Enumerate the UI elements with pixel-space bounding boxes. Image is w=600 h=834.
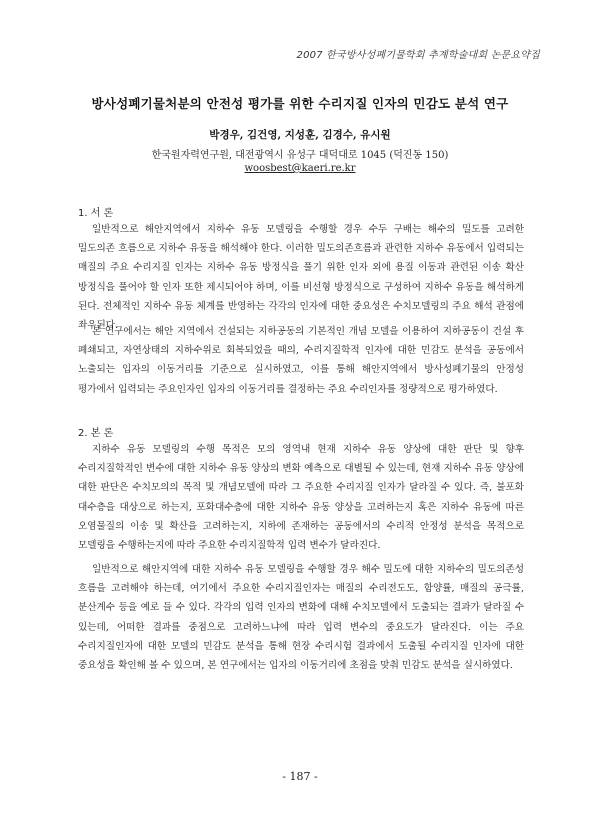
paper-title: 방사성폐기물처분의 안전성 평가를 위한 수리지질 인자의 민감도 분석 연구 (91, 96, 509, 111)
intro-paragraph-2: 본 연구에서는 해안 지역에서 건설되는 지하공동의 기본적인 개념 모델을 이용하여 지하공동이 건설 후 폐쇄되고, 자연상태의 지하수위로 회복되었을 때의, 수리지질학적 인자에 대한 민감도 분석을 공동에서 노출되는 입자의 이동거리를 기준으로 실시하였고, 이를 통해 해안지역에서 방사성폐기물의 안정성 평가에서 입력되는 주요인자인 입자의 이동거리를 결정하는 주요 수리인자를 정량적으로 평가하였다. (78, 326, 524, 395)
section-heading-body: 2. 본 론 (78, 428, 114, 439)
email-link[interactable]: woosbest@kaeri.re.kr (244, 163, 356, 174)
body-paragraph-2: 일반적으로 해안지역에 대한 지하수 유동 모델링을 수행할 경우 해수 밀도에 대한 지하수의 밀도의존성 흐름을 고려해야 하는데, 여기에서 주요한 수리지질인자는 매질의 수리전도도, 함양률, 매질의 공극률, 분산계수 등을 예로 들 수 있다. 각각의 입력 인자의 변화에 대해 수치모델에서 도출되는 결과가 달라질 수 있는데, 어떠한 결과를 중점으로 고려하느냐에 따라 입력 변수의 중요도가 달라진다. 이는 주요 수리지질인자에 대한 모델의 민감도 분석을 통해 현장 수리시험 결과에서 도출될 수리지질 인자에 대한 중요성을 확인해 볼 수 있으며, 본 연구에서는 입자의 이동거리에 초점을 맞춰 민감도 분석을 실시하였다. (78, 564, 524, 672)
page-number: - 187 - (282, 770, 318, 783)
running-header: 2007 한국방사성폐기물학회 추계학술대회 논문요약집 (296, 50, 540, 61)
author-list: 박경우, 김건영, 지성훈, 김경수, 유시원 (209, 129, 391, 141)
body-paragraph-1: 지하수 유동 모델링의 수행 목적은 모의 영역내 현재 지하수 유동 양상에 대한 판단 및 향후 수리지질학적인 변수에 대한 지하수 유동 양상의 변화 예측으로 대별될 수 있는데, 현재 지하수 유동 양상에 대한 판단은 수치모의의 목적 및 개념모델에 따라 그 주요한 수리지질 인자가 달라질 수 있다. 즉, 불포화 대수층을 대상으로 하는지, 포화대수층에 대한 지하수 유동 양상을 고려하는지 혹은 지하수 유동에 따른 오염물질의 이송 및 확산을 고려하는지, 지하에 존재하는 공동에서의 수리적 안정성 분석을 목적으로 모델링을 수행하는지에 따라 주요한 수리지질학적 입력 변수가 달라진다. (78, 444, 524, 552)
intro-paragraph-1: 일반적으로 해안지역에서 지하수 유동 모델링을 수행할 경우 수두 구배는 해수의 밀도를 고려한 밀도의존 흐름으로 지하수 유동을 해석해야 한다. 이러한 밀도의존흐름과 관련한 지하수 유동에서 입력되는 매질의 주요 수리지질 인자는 지하수 유동 방정식을 풀기 위한 인자 외에 용질 이동과 관련된 이송 확산 방정식을 풀어야 할 인자 또한 제시되어야 하며, 이를 비선형 방정식으로 구성하여 지하수 유동을 해석하게 된다. 전체적인 지하수 유동 체계를 반영하는 각각의 인자에 대한 중요성은 수치모델링의 주요 해석 관점에 좌우된다. (78, 224, 524, 332)
author-email[interactable] (40, 163, 560, 174)
author-affiliation: 한국원자력연구원, 대전광역시 유성구 대덕대로 1045 (덕진동 150) (151, 150, 449, 161)
section-heading-intro: 1. 서 론 (78, 208, 114, 219)
